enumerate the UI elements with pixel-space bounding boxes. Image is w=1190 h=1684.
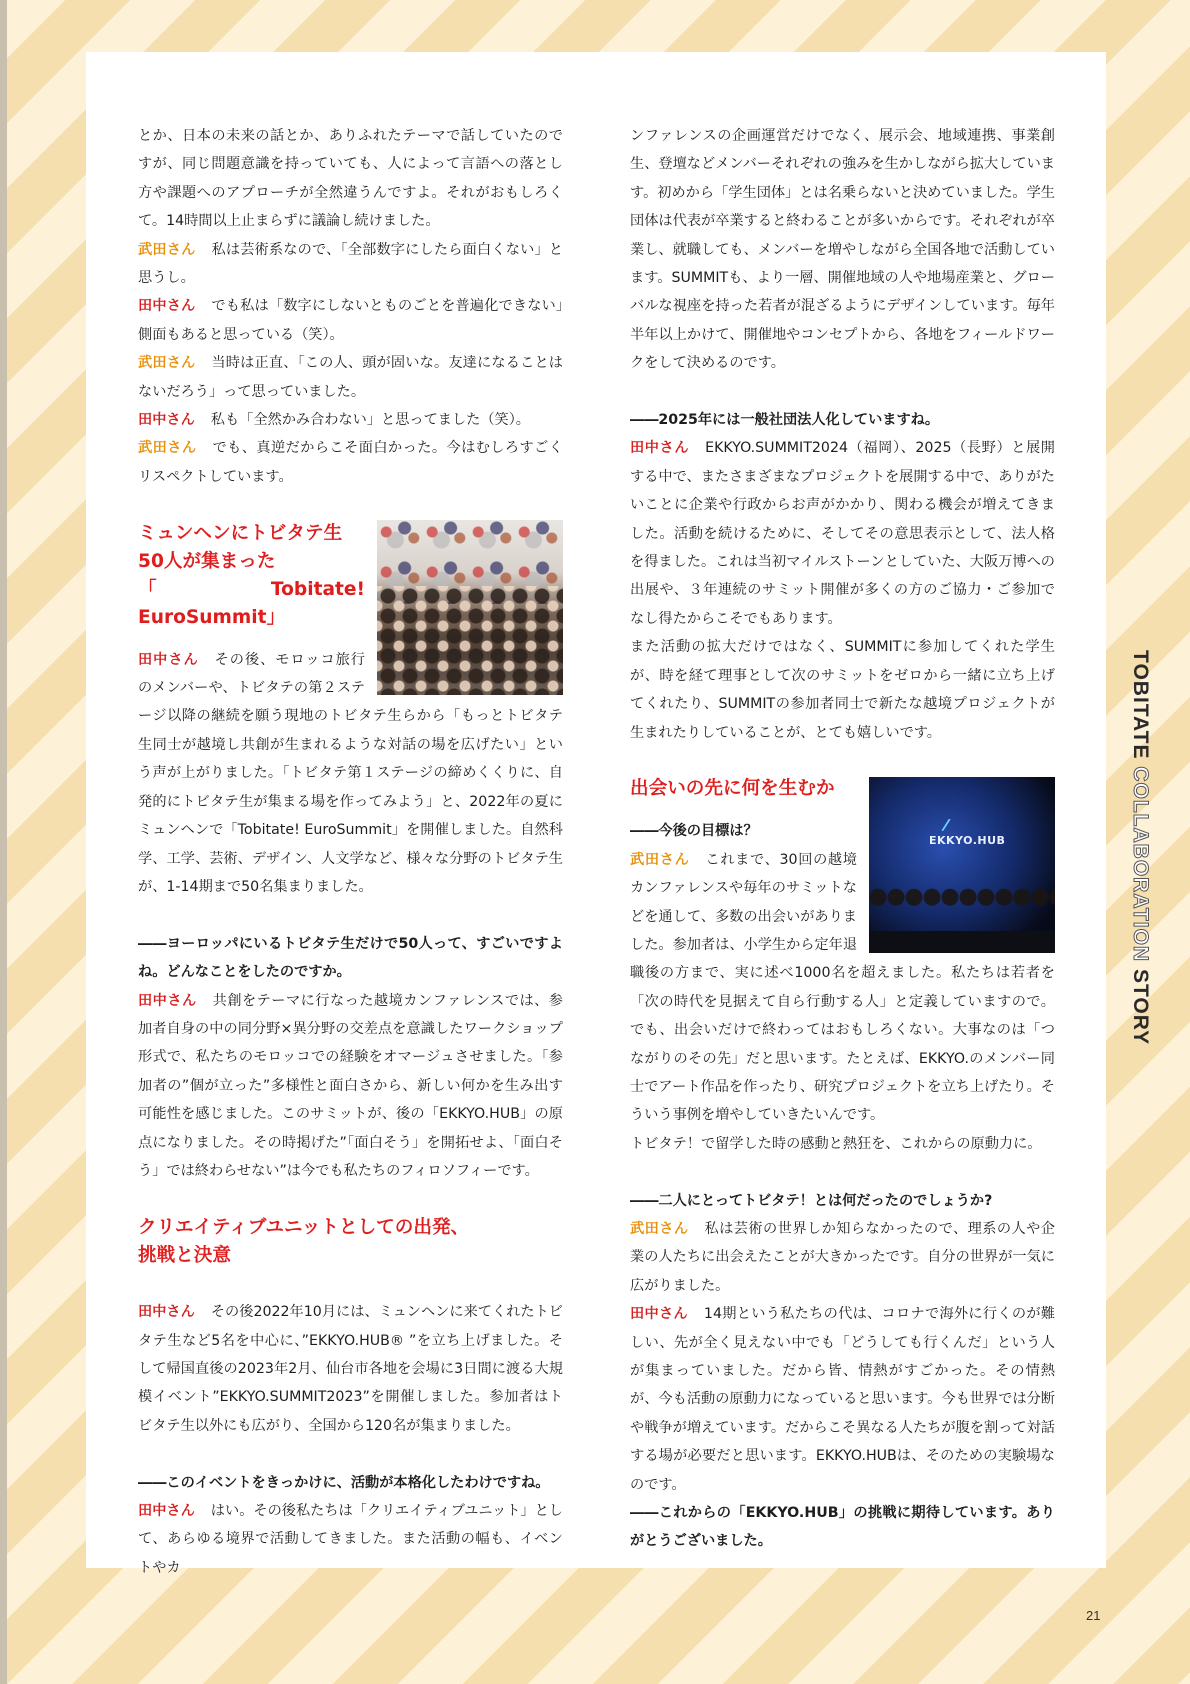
photo-bowing-people [869,881,1055,935]
section-future [630,775,1055,1129]
screen-logo-text: EKKYO.HUB [929,834,1006,848]
interview-question: ――今後の目標は？ [630,823,758,840]
speaker-name: 田中さん [138,1304,195,1321]
heading-line: 「Tobitate! EuroSummit」 [138,578,365,628]
dialogue-text: でも私は「数字にしないとものごとを普遍化できない」側面もあると思っている（笑）。 [138,298,563,343]
spacer [138,901,563,929]
spacer [138,1270,563,1298]
dialogue-line [138,987,563,1186]
paragraph: とか、日本の未来の話とか、ありふれたテーマで話していたのですが、同じ問題意識を持っていても、人によって言語への落とし方や課題へのアプローチが全然違うんですよ。それがおもしろくて。14時間以上止まらずに議論し続けました。 [138,128,563,230]
section-heading: 出会いの先に何を生むか [630,778,835,800]
heading-line: 挑戦と決意 [138,1244,231,1266]
speaker-name: 武田さん [138,355,196,372]
dialogue-line [138,434,563,491]
section-eurosummit [138,520,563,902]
dialogue-text: その後2022年10月には、ミュンヘンに来てくれたトビタテ生など5名を中心に、”EKKYO.HUB® ”を立ち上げました。そして帰国直後の2023年2月、仙台市各地を会場に3日間に渡る大規模イベント”EKKYO.SUMMIT2023”を開催しました。参加者はトビタテ生以外にも広がり、全国から120名が集まりました。 [138,1304,563,1434]
speaker-name: 武田さん [630,1220,689,1237]
spacer [138,491,563,519]
dialogue-line [138,1298,563,1440]
dialogue-text: 共創をテーマに行なった越境カンファレンスでは、参加者自身の中の同分野×異分野の交差点を意識したワークショップ形式で、私たちのモロッコでの経験をオマージュさせました。「参加者の”個が立った”多様性と面白さから、新しい何かを生み出す可能性を感じました。このサミットが、後の「EKKYO.HUB」の原点になりました。その時掲げた”「面白そう」を開拓せよ、「面白そう」では終わらせない”は今でも私たちのフィロソフィーです。 [138,992,563,1179]
dialogue-line [138,406,563,434]
paragraph: また活動の拡大だけではなく、SUMMITに参加してくれた学生が、時を経て理事として次のサミットをゼロから一緒に立ち上げてくれたり、SUMMITの参加者同士で新たな越境プロジェクトが生まれたりしていることが、とても嬉しいです。 [630,639,1055,741]
dialogue-line [630,434,1055,633]
speaker-name: 田中さん [138,412,195,429]
speaker-name: 田中さん [138,651,199,668]
side-series-title [1128,650,1152,1045]
speaker-name: 田中さん [138,992,197,1009]
right-column [630,122,1055,1556]
heading-line: 50人が集まった [138,550,276,572]
heading-line: ミュンヘンにトビタテ生 [138,522,343,544]
dialogue-text: はい。その後私たちは「クリエイティブユニット」として、あらゆる境界で活動してきました。また活動の幅も、イベントやカ [138,1502,563,1576]
spacer [630,1158,1055,1186]
paragraph: トビタテ！で留学した時の感動と熱狂を、これからの原動力に。 [630,1135,1042,1152]
dialogue-line [630,1300,1055,1499]
dialogue-text: これまで、30回の越境カンファレンスや毎年のサミットなどを通して、多数の出会いがありました。参加者は、小学生から定年退職後の方まで、実に述べ1000名を超えました。私たちは若者を「次の時代を見据えて自ら行動する人」と定義していますので。でも、出会いだけで終わってはおもしろくない。大事なのは「つながりのその先」だと思います。たとえば、EKKYO.のメンバー同士でアート作品を作ったり、研究プロジェクトを立ち上げたり。そういう事例を増やしていきたいんです。 [630,851,1055,1124]
book-spine-edge [0,0,7,1684]
dialogue-text: 14期という私たちの代は、コロナで海外に行くのが難しい、先が全く見えない中でも「どうしても行くんだ」という人が集まっていました。だから皆、情熱がすごかった。その情熱が、今も活動の原動力になっていると思います。今も世界では分断や戦争が増えています。だからこそ異なる人たちが腹を割って対話する場が必要だと思います。EKKYO.HUBは、そのための実験場なのです。 [630,1306,1055,1493]
spacer [138,1440,563,1468]
speaker-name: 田中さん [630,440,690,457]
interview-question: ――2025年には一般社団法人化していますね。 [630,412,940,429]
dialogue-text: 私も「全然かみ合わない」と思ってました（笑）。 [210,412,530,429]
speaker-name: 武田さん [138,440,197,457]
logo-mark-icon: / [940,814,952,835]
left-column [138,122,563,1582]
spacer [138,1185,563,1213]
dialogue-line [138,236,563,293]
speaker-name: 田中さん [630,1306,688,1323]
dialogue-text: 私は芸術系なので、「全部数字にしたら面白くない」と思うし。 [138,241,563,287]
paragraph: ンファレンスの企画運営だけでなく、展示会、地域連携、事業創生、登壇などメンバーそれぞれの強みを生かしながら拡大しています。初めから「学生団体」とは名乗らないと決めていました。学生団体は代表が卒業すると終わることが多いからです。それぞれが卒業し、就職しても、メンバーを増やしながら全国各地で活動しています。SUMMITも、より一層、開催地域の人や地場産業と、グローバルな視座を持った若者が混ざるようにデザインしています。毎年半年以上かけて、開催地やコンセプトから、各地をフィールドワークをして決めるのです。 [630,128,1055,372]
interview-question: ――二人にとってトビタテ！とは何だったのでしょうか? [630,1192,993,1209]
side-title-word-outline: COLLABORATION [1129,766,1152,963]
stage-photo-image [869,777,1055,953]
dialogue-text: でも、真逆だからこそ面白かった。今はむしろすごくリスペクトしています。 [138,440,563,485]
dialogue-line [138,1497,563,1582]
interview-question: ――これからの「EKKYO.HUB」の挑戦に期待しています。ありがとうございました。 [630,1505,1055,1550]
photo-stage-desk [869,931,1055,953]
speaker-name: 田中さん [138,298,196,315]
dialogue-text: その後、モロッコ旅行のメンバーや、トビタテの第２ステージ以降の継続を願う現地のトビタテ生らから「もっとトビタテ生同士が越境し共創が生まれるような対話の場を広げたい」という声が上がりました。「トビタテ第１ステージの締めくくりに、自発的にトビタテ生が集まる場を作ってみよう」と、2022年の夏にミュンヘンで「Tobitate! EuroSummit」を開催しました。自然科学、工学、芸術、デザイン、人文学など、様々な分野のトビタテ生が、1-14期まで50名集まりました。 [138,651,563,895]
dialogue-line [630,1215,1055,1300]
photo-crowd [377,586,563,695]
interview-question: ――ヨーロッパにいるトビタテ生だけで50人って、すごいですよね。どんなことをしたのですか。 [138,935,563,981]
spacer [630,378,1055,406]
group-photo-image [377,520,563,695]
spacer [630,747,1055,775]
speaker-name: 武田さん [630,851,690,868]
dialogue-text: 当時は正直、「この人、頭が固いな。友達になることはないだろう」って思っていました。 [138,355,563,400]
page-number: 21 [1086,1608,1101,1623]
speaker-name: 武田さん [138,241,196,258]
dialogue-text: EKKYO.SUMMIT2024（福岡）、2025（長野）と展開する中で、またさまざまなプロジェクトを展開する中で、ありがたいことに企業や行政からお声がかかり、関わる機会が増えてきました。活動を続けるために、そしてその意思表示として、法人格を得ました。これは当初マイルストーンとしていた、大阪万博への出展や、３年連続のサミット開催が多くの方のご協力・ご参加でなし得たからこそでもあります。 [630,440,1055,627]
side-title-word: STORY [1129,968,1152,1046]
side-title-word: TOBITATE [1129,650,1152,760]
speaker-name: 田中さん [138,1502,195,1519]
dialogue-line [138,292,563,349]
article-page [86,52,1106,1576]
dialogue-text: 私は芸術の世界しか知らなかったので、理系の人や企業の人たちに出会えたことが大きかったです。自分の世界が一気に広がりました。 [630,1220,1055,1294]
interview-question: ――このイベントをきっかけに、活動が本格化したわけですね。 [138,1474,550,1491]
dialogue-line [138,349,563,406]
section-heading [138,1214,563,1270]
heading-line: クリエイティブユニットとしての出発、 [138,1216,470,1238]
